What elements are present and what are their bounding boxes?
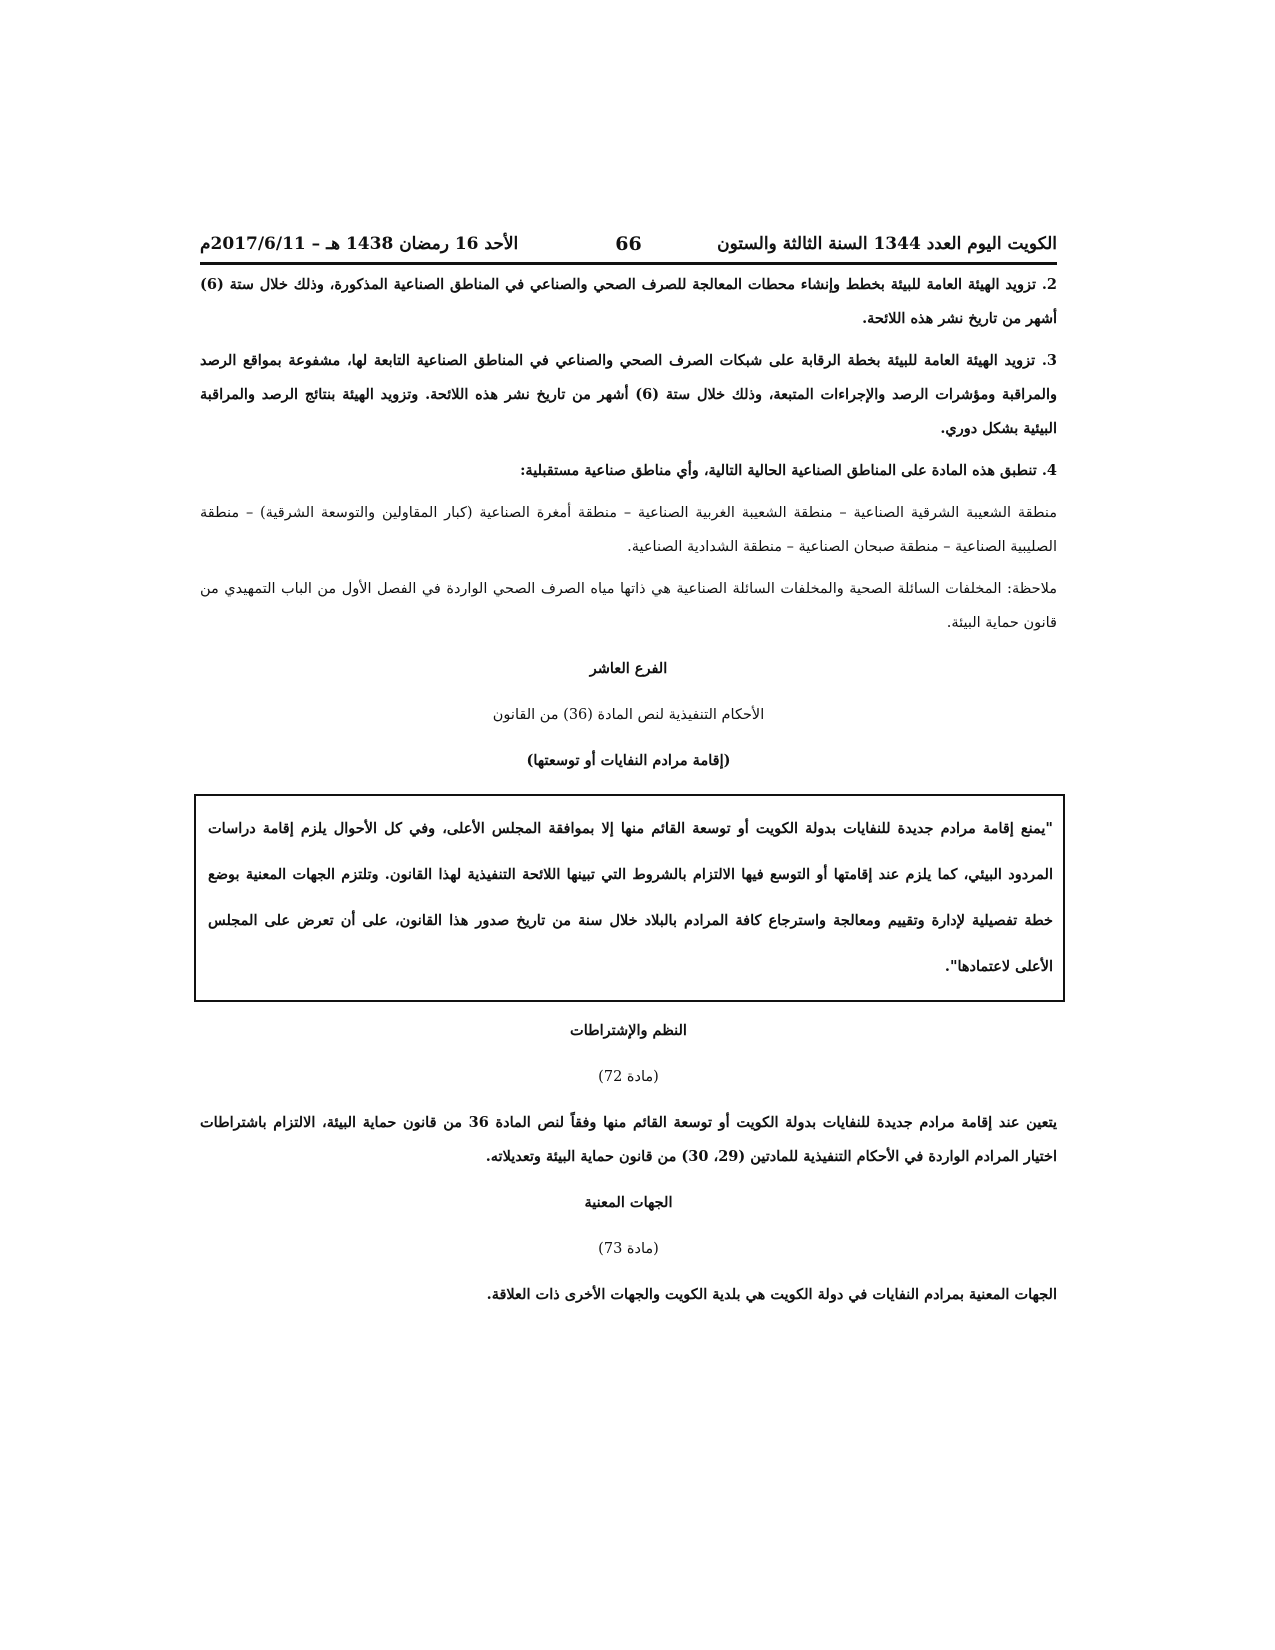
note-paragraph: ملاحظة: المخلفات السائلة الصحية والمخلفات السائلة الصناعية هي ذاتها مياه الصرف الصحي الواردة في الفصل الأول من الباب التمهيدي من قانون حماية البيئة. (200, 581, 1057, 631)
paragraph-item-2: 2. تزويد الهيئة العامة للبيئة بخطط وإنشاء محطات المعالجة للصرف الصحي والصناعي في المناطق الصناعية المذكورة، وذلك خلال ستة (6) أشهر من تاريخ نشر هذه اللائحة. (200, 276, 1057, 327)
regulations-title: النظم والإشتراطات (570, 1022, 687, 1039)
publication-issue: الكويت اليوم العدد 1344 السنة الثالثة والستون (717, 234, 1057, 254)
page-header (200, 232, 1057, 262)
issue-date: الأحد 16 رمضان 1438 هـ – 2017/6/11م (200, 234, 519, 254)
provisions-title: الأحكام التنفيذية لنص المادة (36) من القانون (492, 707, 765, 723)
article-72-text: يتعين عند إقامة مرادم جديدة للنفايات بدولة الكويت أو توسعة القائم منها وفقاً لنص المادة 36 من قانون حماية البيئة، الالتزام باشتراطات اختيار المرادم الواردة في الأحكام التنفيذية للمادتين (29، 30) من قانون حماية البيئة وتعديلاته. (200, 1114, 1057, 1165)
page-number: 66 (615, 233, 642, 255)
paragraph-item-4: 4. تنطبق هذه المادة على المناطق الصناعية الحالية التالية، وأي مناطق صناعية مستقبلية: (520, 462, 1057, 479)
header-rule (200, 262, 1057, 265)
branch-title: الفرع العاشر (589, 660, 668, 677)
section-subtitle: (إقامة مرادم النفايات أو توسعتها) (526, 752, 731, 769)
page-content (200, 268, 1057, 1320)
article-72-label: (مادة 72) (598, 1069, 659, 1085)
paragraph-item-3: 3. تزويد الهيئة العامة للبيئة بخطة الرقابة على شبكات الصرف الصحي والصناعي في المناطق الصناعية التابعة لها، مشفوعة بمواقع الرصد والمراقبة ومؤشرات الرصد والإجراءات المتبعة، وذلك خلال ستة (6) أشهر من تاريخ نشر هذه اللائحة. وتزويد الهيئة بنتائج الرصد والمراقبة البيئية بشكل دوري. (200, 352, 1057, 437)
industrial-zones-list: منطقة الشعيبة الشرقية الصناعية – منطقة الشعيبة الغربية الصناعية – منطقة أمغرة الصناعية (كبار المقاولين والتوسعة الشرقية) – منطقة الصليبية الصناعية – منطقة صبحان الصناعية – منطقة الشدادية الصناعية. (200, 505, 1057, 555)
entities-title: الجهات المعنية (584, 1194, 673, 1211)
law-quote-box: "يمنع إقامة مرادم جديدة للنفايات بدولة الكويت أو توسعة القائم منها إلا بموافقة المجلس الأعلى، وفي كل الأحوال يلزم إقامة دراسات المردود البيئي، كما يلزم عند إقامتها أو التوسع فيها الالتزام بالشروط التي تبينها اللائحة التنفيذية لهذا القانون. وتلتزم الجهات المعنية بوضع خطة تفصيلية لإدارة وتقييم ومعالجة واسترجاع كافة المرادم بالبلاد خلال سنة من تاريخ صدور هذا القانون، على أن تعرض على المجلس الأعلى لاعتمادها". (194, 794, 1065, 1002)
article-73-text: الجهات المعنية بمرادم النفايات في دولة الكويت هي بلدية الكويت والجهات الأخرى ذات العلاقة. (486, 1286, 1057, 1303)
document-page (200, 232, 1057, 1592)
article-73-label: (مادة 73) (598, 1241, 659, 1257)
